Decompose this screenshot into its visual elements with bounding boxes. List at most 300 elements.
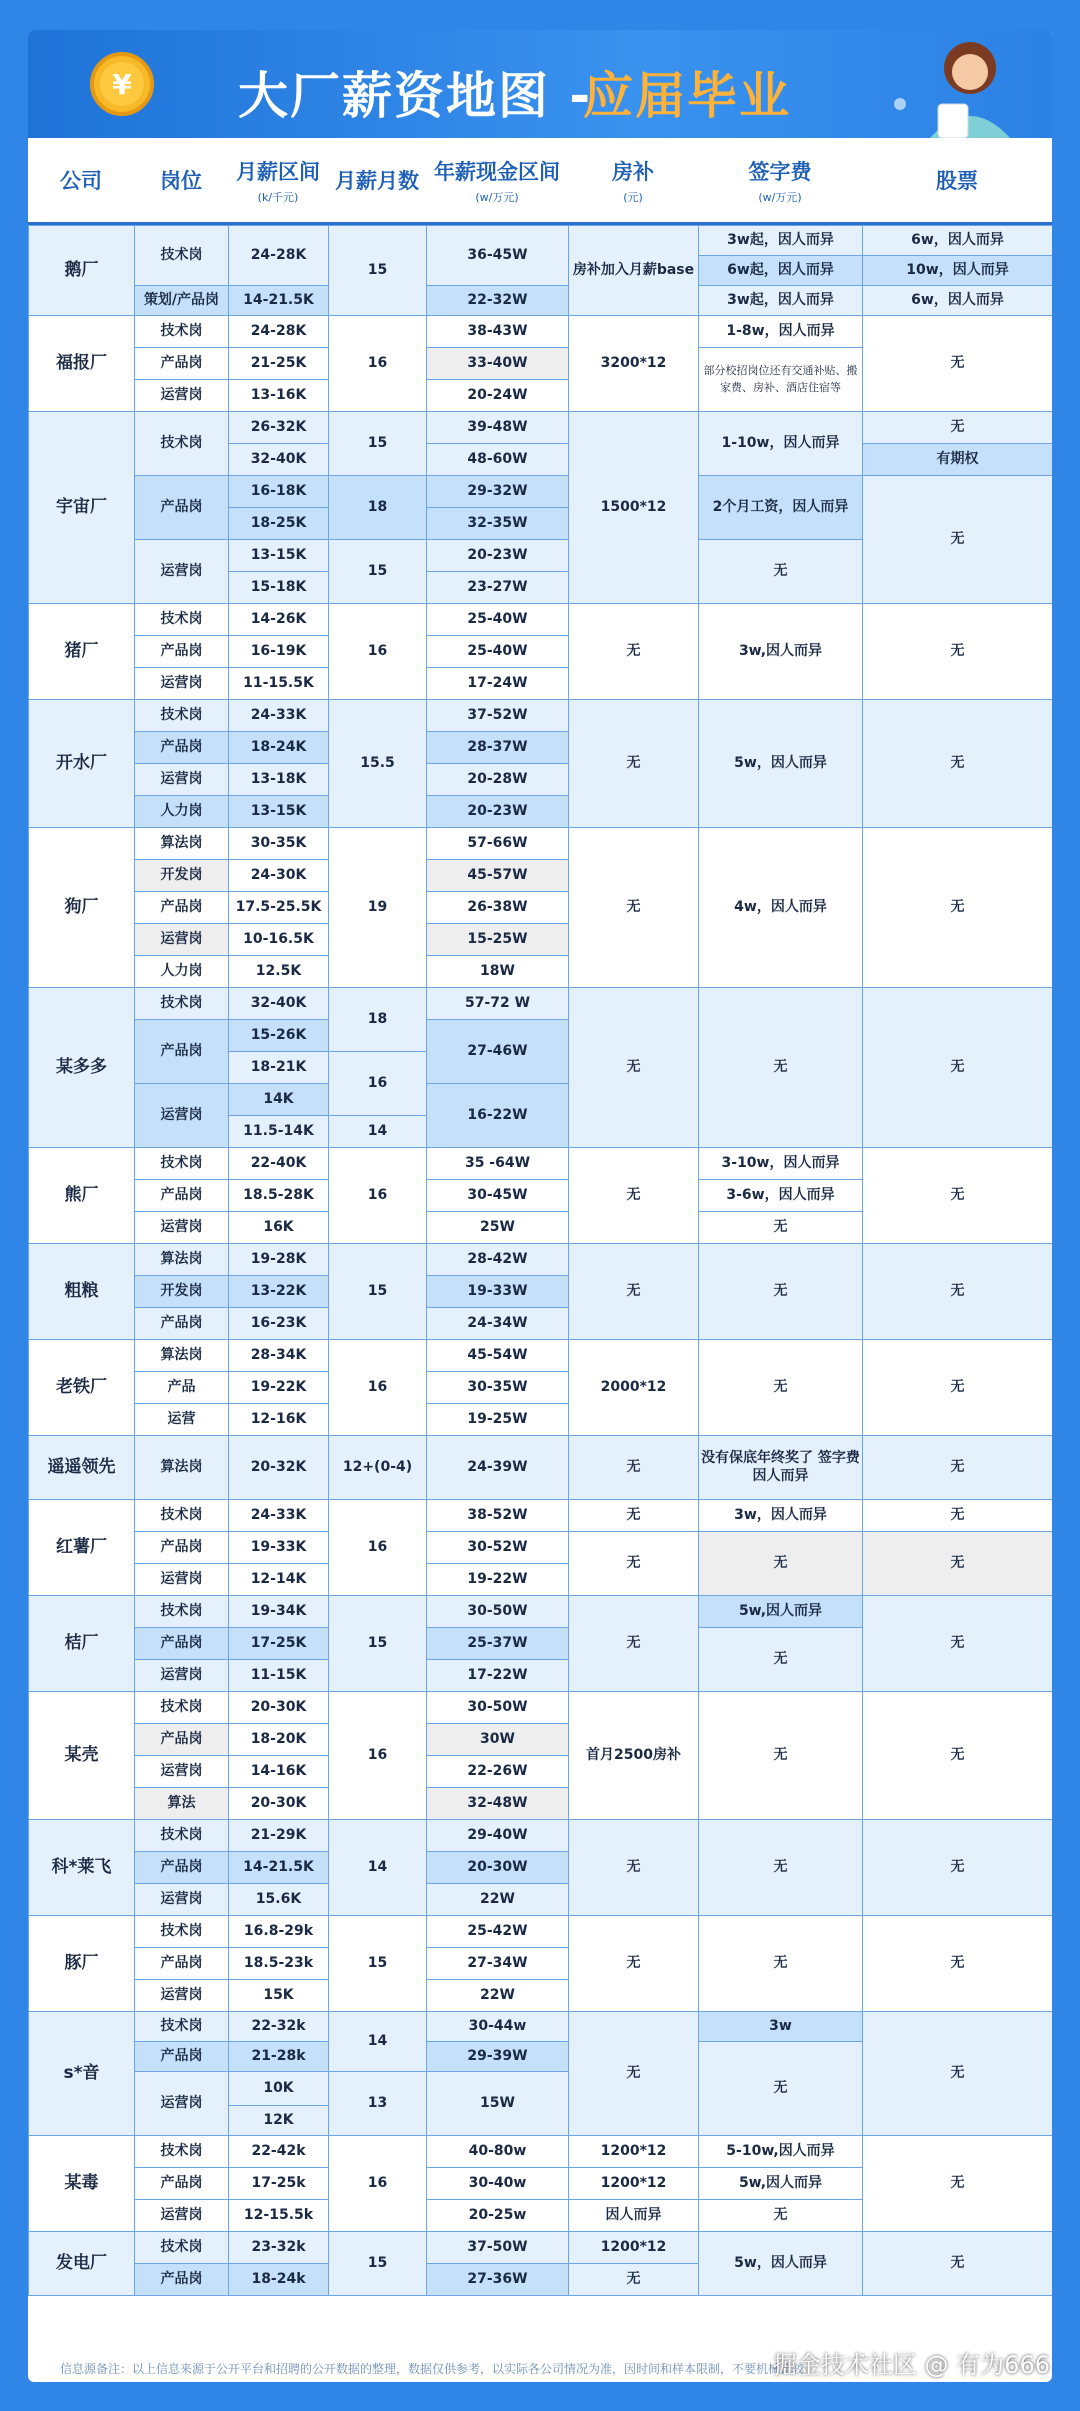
table-cell: 18W [427,956,569,988]
table-cell: 无 [863,316,1053,412]
table-cell: 15-26K [229,1020,329,1052]
table-cell: 算法 [135,1788,229,1820]
table-cell: 28-34K [229,1340,329,1372]
table-cell: 30-35K [229,828,329,860]
table-cell: 无 [863,700,1053,828]
table-cell: 33-40W [427,348,569,380]
table-cell: 20-30K [229,1788,329,1820]
table-cell: 30-50W [427,1596,569,1628]
table-cell: 25-37W [427,1628,569,1660]
table-cell: 运营岗 [135,1212,229,1244]
header-cell [134,138,228,222]
table-cell: 27-34W [427,1948,569,1980]
table-row [29,1340,1053,1372]
table-cell: 12K [229,2106,329,2136]
table-cell: 6w，因人而异 [863,226,1053,256]
table-cell: 无 [863,2232,1053,2296]
table-cell: 无 [863,828,1053,988]
table-row [29,1500,1053,1532]
header-label: 月薪月数 [335,169,419,193]
table-cell: 算法岗 [135,1244,229,1276]
title-banner [28,30,1052,138]
table-cell: 运营岗 [135,1084,229,1148]
table-cell: 16-18K [229,476,329,508]
company-cell: 老铁厂 [29,1340,135,1436]
table-cell: 24-34W [427,1308,569,1340]
table-cell: 5w,因人而异 [699,1596,863,1628]
table-cell: 32-35W [427,508,569,540]
table-cell: 无 [863,604,1053,700]
table-cell: 无 [699,1820,863,1916]
table-cell: 运营岗 [135,2072,229,2136]
table-cell: 产品岗 [135,636,229,668]
table-cell: 18 [329,988,427,1052]
table-cell: 30-45W [427,1180,569,1212]
table-cell: 17.5-25.5K [229,892,329,924]
table-cell: 算法岗 [135,828,229,860]
table-row [29,1820,1053,1852]
company-cell: 某壳 [29,1692,135,1820]
header-cell [862,138,1052,222]
table-cell: 无 [569,700,699,828]
table-cell: 14-26K [229,604,329,636]
table-cell: 28-37W [427,732,569,764]
table-cell: 无 [699,2042,863,2136]
company-cell: 发电厂 [29,2232,135,2296]
header-label: 月薪区间 [236,159,320,184]
table-cell: 技术岗 [135,1500,229,1532]
table-cell: 无 [863,2136,1053,2232]
table-cell: 运营岗 [135,924,229,956]
table-cell: 运营岗 [135,1564,229,1596]
table-cell: 22W [427,1884,569,1916]
table-cell: 45-57W [427,860,569,892]
table-cell: 无 [863,1820,1053,1916]
table-cell: 无 [699,1340,863,1436]
table-cell: 运营 [135,1404,229,1436]
company-cell: 开水厂 [29,700,135,828]
table-row [29,828,1053,860]
table-cell: 18-24K [229,732,329,764]
table-cell: 32-40K [229,444,329,476]
table-cell: 产品岗 [135,732,229,764]
table-cell: 1-8w，因人而异 [699,316,863,348]
table-cell: 11-15.5K [229,668,329,700]
table-cell: 技术岗 [135,316,229,348]
header-label: 年薪现金区间 [434,159,560,184]
table-cell: 技术岗 [135,1148,229,1180]
table-cell: 3200*12 [569,316,699,412]
table-row [29,476,1053,508]
table-cell: 18 [329,476,427,540]
table-cell: 19-22W [427,1564,569,1596]
table-cell: 无 [569,1436,699,1500]
table-cell: 15-25W [427,924,569,956]
table-cell: 16K [229,1212,329,1244]
table-cell: 29-39W [427,2042,569,2072]
table-cell: 技术岗 [135,700,229,732]
table-cell: 产品岗 [135,1532,229,1564]
header-label: 股票 [936,169,978,193]
table-cell: 29-32W [427,476,569,508]
table-cell: 无 [569,2012,699,2136]
table-cell: 无 [699,1212,863,1244]
salary-table [28,225,1052,2296]
table-cell: 38-52W [427,1500,569,1532]
table-cell: 15.5 [329,700,427,828]
table-cell: 21-25K [229,348,329,380]
table-cell: 19-34K [229,1596,329,1628]
header-cell [698,138,862,222]
table-cell: 16 [329,1052,427,1116]
table-row [29,286,1053,316]
table-cell: 运营岗 [135,1660,229,1692]
table-cell: 产品岗 [135,892,229,924]
table-cell: 产品岗 [135,2264,229,2296]
table-cell: 无 [569,1148,699,1244]
table-cell: 技术岗 [135,2136,229,2168]
table-cell: 15.6K [229,1884,329,1916]
company-cell: 遥遥领先 [29,1436,135,1500]
table-cell: 1200*12 [569,2168,699,2200]
table-cell: 产品 [135,1372,229,1404]
table-cell: 23-27W [427,572,569,604]
table-cell: 32-40K [229,988,329,1020]
table-cell: 无 [863,1916,1053,2012]
company-cell: 科*莱飞 [29,1820,135,1916]
table-cell: 3w,因人而异 [699,604,863,700]
table-cell: 12-15.5k [229,2200,329,2232]
table-cell: 16.8-29k [229,1916,329,1948]
table-cell: 产品岗 [135,1948,229,1980]
table-cell: 15 [329,540,427,604]
table-cell: 15 [329,1244,427,1340]
table-cell: 19-33W [427,1276,569,1308]
table-cell: 57-66W [427,828,569,860]
table-cell: 运营岗 [135,1884,229,1916]
table-cell: 运营岗 [135,540,229,604]
table-cell: 45-54W [427,1340,569,1372]
table-cell: 32-48W [427,1788,569,1820]
table-cell: 24-30K [229,860,329,892]
table-cell: 24-28K [229,226,329,286]
table-cell: 10w，因人而异 [863,256,1053,286]
table-cell: 3-10w，因人而异 [699,1148,863,1180]
table-cell: 12-16K [229,1404,329,1436]
table-cell: 3-6w，因人而异 [699,1180,863,1212]
watermark: 掘金技术社区 @ 有为666 [772,2351,1050,2379]
table-cell: 13-18K [229,764,329,796]
table-cell: 人力岗 [135,956,229,988]
table-header [28,138,1052,225]
table-cell: 17-25k [229,2168,329,2200]
table-row [29,1148,1053,1180]
company-cell: 豚厂 [29,1916,135,2012]
table-cell: 19-33K [229,1532,329,1564]
table-cell: 11-15K [229,1660,329,1692]
table-cell: 无 [863,1340,1053,1436]
table-cell: 首月2500房补 [569,1692,699,1820]
table-cell: 5w，因人而异 [699,2232,863,2296]
table-cell: 13-15K [229,796,329,828]
company-cell: 猪厂 [29,604,135,700]
table-cell: 1200*12 [569,2136,699,2168]
company-cell: 某毒 [29,2136,135,2232]
table-cell: 15K [229,1980,329,2012]
table-cell: 12-14K [229,1564,329,1596]
table-cell: 无 [569,604,699,700]
company-cell: 粗粮 [29,1244,135,1340]
table-row [29,1244,1053,1276]
company-cell: 熊厂 [29,1148,135,1244]
header-cell [426,138,568,222]
table-cell: 13-15K [229,540,329,572]
table-cell: 运营岗 [135,1980,229,2012]
table-cell: 1500*12 [569,412,699,604]
coin-icon [86,48,158,120]
table-cell: 2个月工资，因人而异 [699,476,863,540]
table-cell: 技术岗 [135,412,229,476]
table-row [29,988,1053,1020]
table-cell: 10-16.5K [229,924,329,956]
table-row [29,1916,1053,1948]
table-cell: 运营岗 [135,2200,229,2232]
salary-map-card [28,30,1052,2382]
header-label: 房补 [612,159,654,184]
table-cell: 20-28W [427,764,569,796]
table-cell: 25W [427,1212,569,1244]
table-cell: 2000*12 [569,1340,699,1436]
table-cell: 15 [329,226,427,316]
table-row [29,1596,1053,1628]
table-cell: 13-16K [229,380,329,412]
table-cell: 产品岗 [135,2042,229,2072]
table-cell: 15 [329,412,427,476]
table-cell: 16-19K [229,636,329,668]
table-cell: 19-22K [229,1372,329,1404]
table-cell: 3w起，因人而异 [699,226,863,256]
header-cell [228,138,328,222]
table-cell: 22-40K [229,1148,329,1180]
table-cell: 24-39W [427,1436,569,1500]
table-cell: 没有保底年终奖了 签字费因人而异 [699,1436,863,1500]
table-cell: 18-21K [229,1052,329,1084]
company-cell: 桔厂 [29,1596,135,1692]
table-cell: 6w，因人而异 [863,286,1053,316]
table-cell: 1200*12 [569,2232,699,2264]
table-cell: 10K [229,2072,329,2106]
table-cell: 3w [699,2012,863,2042]
table-cell: 35 -64W [427,1148,569,1180]
table-row [29,2232,1053,2264]
table-cell: 19 [329,828,427,988]
table-cell: 产品岗 [135,1852,229,1884]
table-cell: 策划/产品岗 [135,286,229,316]
table-cell: 26-32K [229,412,329,444]
table-cell: 16-23K [229,1308,329,1340]
header-cell [328,138,426,222]
table-cell: 14 [329,1116,427,1148]
company-cell: 某多多 [29,988,135,1148]
page-subtitle: 应届毕业 [583,67,791,125]
table-cell: 无 [699,540,863,604]
header-cell [568,138,698,222]
table-cell: 无 [863,1532,1053,1596]
table-cell: 13-22K [229,1276,329,1308]
table-cell: 16 [329,604,427,700]
table-cell: 开发岗 [135,860,229,892]
table-cell: 部分校招岗位还有交通补贴、搬家费、房补、酒店住宿等 [699,348,863,412]
table-cell: 无 [569,1244,699,1340]
table-cell: 24-33K [229,1500,329,1532]
table-cell: 有期权 [863,444,1053,476]
table-cell: 27-36W [427,2264,569,2296]
table-cell: 20-23W [427,796,569,828]
table-cell: 22-42k [229,2136,329,2168]
table-cell: 30-44w [427,2012,569,2042]
header-unit: (w/万元) [758,190,802,204]
header-unit: (元) [623,190,643,204]
table-cell: 产品岗 [135,1020,229,1084]
table-cell: 无 [863,988,1053,1148]
table-row [29,1436,1053,1500]
table-cell: 15 [329,1596,427,1692]
table-cell: 产品岗 [135,476,229,540]
table-cell: 14 [329,2012,427,2072]
table-cell: 产品岗 [135,1628,229,1660]
table-cell: 20-25w [427,2200,569,2232]
table-cell: 技术岗 [135,2232,229,2264]
table-cell: 技术岗 [135,1820,229,1852]
table-cell: 30-50W [427,1692,569,1724]
header-label: 签字费 [748,159,812,184]
table-cell: 5w,因人而异 [699,2168,863,2200]
table-cell: 无 [699,1692,863,1820]
table-cell: 30W [427,1724,569,1756]
table-cell: 27-46W [427,1020,569,1084]
page-title: 大厂薪资地图 - [238,67,593,125]
table-cell: 算法岗 [135,1436,229,1500]
table-cell: 开发岗 [135,1276,229,1308]
table-cell: 30-35W [427,1372,569,1404]
table-row [29,1692,1053,1724]
table-cell: 30-52W [427,1532,569,1564]
table-cell: 19-28K [229,1244,329,1276]
table-cell: 3w起，因人而异 [699,286,863,316]
table-cell: 产品岗 [135,348,229,380]
table-cell: 15 [329,1916,427,2012]
table-cell: 20-23W [427,540,569,572]
table-cell: 22-26W [427,1756,569,1788]
table-cell: 6w起，因人而异 [699,256,863,286]
table-cell: 40-80w [427,2136,569,2168]
table-cell: 16 [329,316,427,412]
table-cell: 运营岗 [135,1756,229,1788]
table-cell: 运营岗 [135,764,229,796]
table-cell: 57-72 W [427,988,569,1020]
table-cell: 运营岗 [135,380,229,412]
table-cell: 28-42W [427,1244,569,1276]
table-cell: 16 [329,1692,427,1820]
table-cell: 无 [699,1916,863,2012]
table-cell: 无 [699,988,863,1148]
table-row [29,700,1053,732]
table-cell: 无 [863,1436,1053,1500]
table-cell: 18.5-23k [229,1948,329,1980]
table-cell: 技术岗 [135,1916,229,1948]
table-cell: 18-25K [229,508,329,540]
table-cell: 37-50W [427,2232,569,2264]
table-cell: 无 [699,1532,863,1596]
table-cell: 24-33K [229,700,329,732]
table-cell: 3w，因人而异 [699,1500,863,1532]
svg-text:¥: ¥ [112,68,132,101]
table-cell: 13 [329,2072,427,2136]
table-row [29,604,1053,636]
company-cell: 鹅厂 [29,226,135,316]
table-cell: 15-18K [229,572,329,604]
table-cell: 20-24W [427,380,569,412]
table-cell: 12.5K [229,956,329,988]
table-cell: 18-24k [229,2264,329,2296]
header-label: 公司 [60,169,102,193]
table-cell: 25-40W [427,636,569,668]
table-cell: 无 [569,988,699,1148]
table-cell: 14-16K [229,1756,329,1788]
table-cell: 产品岗 [135,2168,229,2200]
table-cell: 16 [329,1500,427,1596]
table-cell: 17-22W [427,1660,569,1692]
table-cell: 无 [863,1500,1053,1532]
company-cell: 狗厂 [29,828,135,988]
table-cell: 20-30W [427,1852,569,1884]
table-cell: 48-60W [427,444,569,476]
table-cell: 16 [329,1148,427,1244]
source-note: 信息源备注：以上信息来源于公开平台和招聘的公开数据的整理，数据仅供参考，以实际各公司情况为准，因时间和样本限制，不要机械比较 [60,2362,805,2376]
table-cell: 26-38W [427,892,569,924]
table-row [29,412,1053,444]
table-cell: 18-20K [229,1724,329,1756]
girl-illustration [860,34,1040,138]
table-cell: 5w，因人而异 [699,700,863,828]
table-cell: 房补加入月薪base [569,226,699,316]
header-label: 岗位 [160,169,202,193]
table-cell: 15 [329,2232,427,2296]
table-cell: 无 [569,828,699,988]
company-cell: s*音 [29,2012,135,2136]
table-cell: 12+(0-4) [329,1436,427,1500]
table-cell: 技术岗 [135,988,229,1020]
table-cell: 算法岗 [135,1340,229,1372]
table-cell: 无 [863,1148,1053,1244]
table-cell: 19-25W [427,1404,569,1436]
table-cell: 无 [569,1500,699,1532]
table-cell: 25-40W [427,604,569,636]
table-cell: 16-22W [427,1084,569,1148]
table-row [29,1532,1053,1564]
table-cell: 无 [863,2012,1053,2136]
table-cell: 14K [229,1084,329,1116]
table-cell: 技术岗 [135,1692,229,1724]
table-cell: 4w，因人而异 [699,828,863,988]
table-cell: 无 [569,1532,699,1596]
company-cell: 红薯厂 [29,1500,135,1596]
table-cell: 无 [699,2200,863,2232]
table-cell: 无 [699,1628,863,1692]
header-cell [28,138,134,222]
table-cell: 37-52W [427,700,569,732]
table-cell: 无 [863,412,1053,444]
